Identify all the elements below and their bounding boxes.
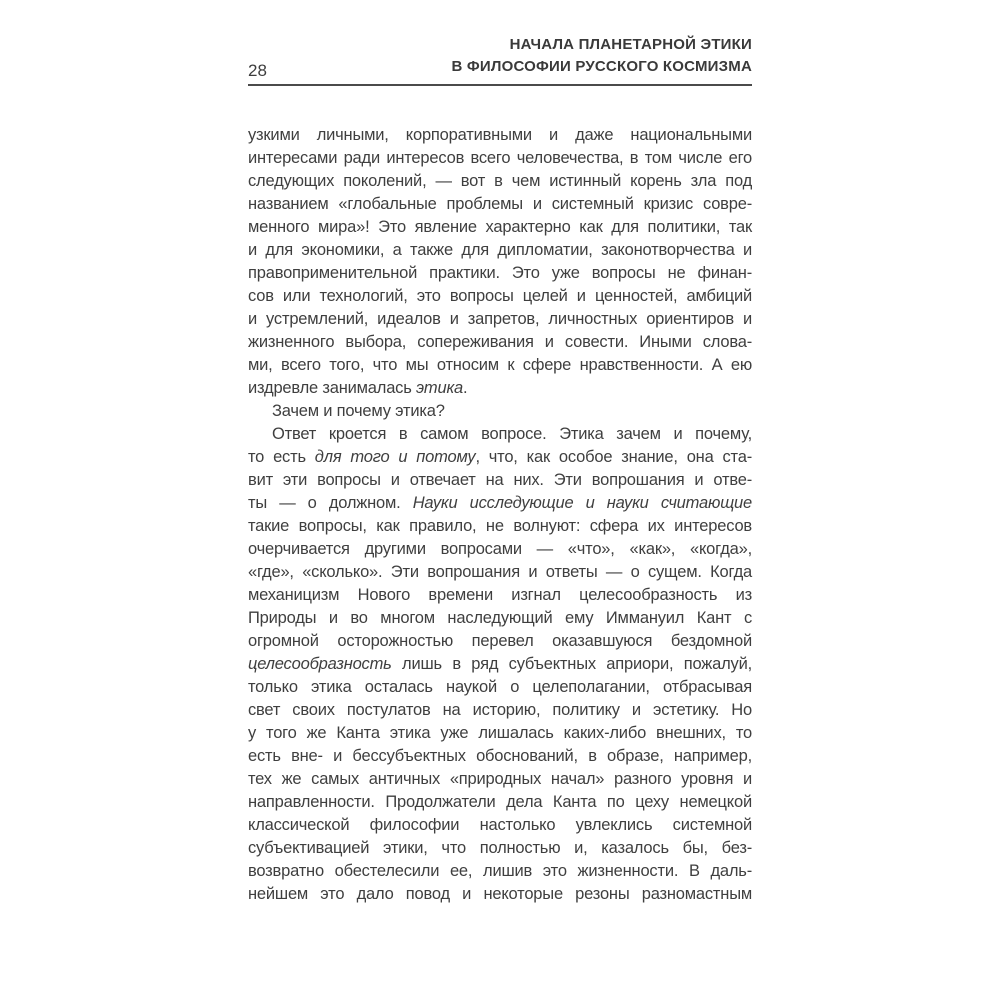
text-segment: то есть <box>248 448 315 466</box>
text-line <box>248 239 752 262</box>
text-line <box>248 607 752 630</box>
text-segment: нейшем это дало повод и некоторые резоны разномастным <box>248 885 752 903</box>
paragraph <box>248 423 752 906</box>
text-line <box>248 699 752 722</box>
running-head-line2: В ФИЛОСОФИИ РУССКОГО КОСМИЗМА <box>451 58 752 75</box>
text-segment: издревле занималась <box>248 379 417 397</box>
text-segment: свет своих постулатов на историю, политику и эстетику. Но <box>248 701 752 719</box>
italic-text: целесообразность <box>248 655 392 673</box>
text-segment: огромной осторожностью перевел оказавшуюся бездомной <box>248 632 752 650</box>
text-segment: , что, как особое знание, она ста- <box>475 448 752 466</box>
running-head-line1: НАЧАЛА ПЛАНЕТАРНОЙ ЭТИКИ <box>509 36 752 53</box>
text-line <box>248 262 752 285</box>
text-segment: механицизм Нового времени изгнал целесообразность из <box>248 586 752 604</box>
italic-text: Науки исследующие и науки считающие <box>412 494 752 512</box>
text-segment: и устремлений, идеалов и запретов, личностных ориентиров и <box>248 310 752 328</box>
text-line <box>248 584 752 607</box>
paragraph <box>248 400 752 423</box>
text-segment: интересами ради интересов всего человечества, в том числе его <box>248 149 752 167</box>
text-segment: есть вне- и бессубъектных обоснований, в образе, например, <box>248 747 752 765</box>
text-line <box>248 469 752 492</box>
text-line <box>248 538 752 561</box>
text-line <box>248 377 752 400</box>
text-segment: названием «глобальные проблемы и системный кризис совре- <box>248 195 752 213</box>
body-text <box>248 124 752 906</box>
text-line <box>248 883 752 906</box>
text-segment: Ответ кроется в самом вопросе. Этика зачем и почему, <box>272 425 752 443</box>
text-segment: субъективацией этики, что полностью и, казалось бы, без- <box>248 839 752 857</box>
text-segment: Зачем и почему этика? <box>272 402 445 420</box>
italic-text: для того и потому <box>314 448 476 466</box>
text-segment: направленности. Продолжатели дела Канта по цеху немецкой <box>248 793 752 811</box>
text-line <box>248 400 752 423</box>
text-segment: очерчивается другими вопросами — «что», «как», «когда», <box>248 540 752 558</box>
text-line <box>248 285 752 308</box>
text-segment: ты — о должном. <box>248 494 413 512</box>
text-line <box>248 308 752 331</box>
text-segment: ми, всего того, что мы относим к сфере нравственности. А ею <box>248 356 752 374</box>
text-segment: классической философии настолько увлеклись системной <box>248 816 752 834</box>
text-segment: такие вопросы, как правило, не волнуют: сфера их интересов <box>248 517 752 535</box>
text-line <box>248 216 752 239</box>
text-segment: только этика осталась наукой о целеполагании, отбрасывая <box>248 678 752 696</box>
text-segment: сов или технологий, это вопросы целей и ценностей, амбиций <box>248 287 752 305</box>
text-line <box>248 768 752 791</box>
text-line <box>248 814 752 837</box>
text-segment: Природы и во многом наследующий ему Иммануил Кант с <box>248 609 752 627</box>
text-line <box>248 791 752 814</box>
text-line <box>248 561 752 584</box>
text-segment: возвратно обестелесили ее, лишив это жизненности. В даль- <box>248 862 752 880</box>
text-line <box>248 446 752 469</box>
text-line <box>248 515 752 538</box>
text-segment: и для экономики, а также для дипломатии, законотворчества и <box>248 241 752 259</box>
text-line <box>248 653 752 676</box>
text-segment: у того же Канта этика уже лишалась каких-либо внешних, то <box>248 724 752 742</box>
text-segment: тех же самых античных «природных начал» разного уровня и <box>248 770 752 788</box>
page-number: 28 <box>248 61 267 80</box>
text-segment: следующих поколений, — вот в чем истинный корень зла под <box>248 172 752 190</box>
text-line <box>248 124 752 147</box>
text-line <box>248 423 752 446</box>
text-line <box>248 722 752 745</box>
text-line <box>248 492 752 515</box>
header-rule <box>248 84 752 86</box>
text-line <box>248 837 752 860</box>
text-segment: менного мира»! Это явление характерно как для политики, так <box>248 218 752 236</box>
text-segment: . <box>463 379 468 397</box>
text-segment: узкими личными, корпоративными и даже национальными <box>248 126 752 144</box>
text-line <box>248 860 752 883</box>
text-line <box>248 193 752 216</box>
text-line <box>248 745 752 768</box>
text-line <box>248 630 752 653</box>
italic-text: этика <box>416 379 464 397</box>
text-line <box>248 147 752 170</box>
running-head <box>248 34 752 78</box>
text-segment: лишь в ряд субъектных априори, пожалуй, <box>391 655 752 673</box>
text-line <box>248 354 752 377</box>
text-segment: «где», «сколько». Эти вопрошания и ответы — о сущем. Когда <box>248 563 752 581</box>
text-segment: правоприменительной практики. Это уже вопросы не финан- <box>248 264 752 282</box>
text-line <box>248 331 752 354</box>
text-line <box>248 170 752 193</box>
text-line <box>248 676 752 699</box>
page-header <box>248 34 752 78</box>
paragraph <box>248 124 752 400</box>
text-segment: жизненного выбора, сопереживания и совести. Иными слова- <box>248 333 752 351</box>
text-segment: вит эти вопросы и отвечает на них. Эти вопрошания и отве- <box>248 471 752 489</box>
